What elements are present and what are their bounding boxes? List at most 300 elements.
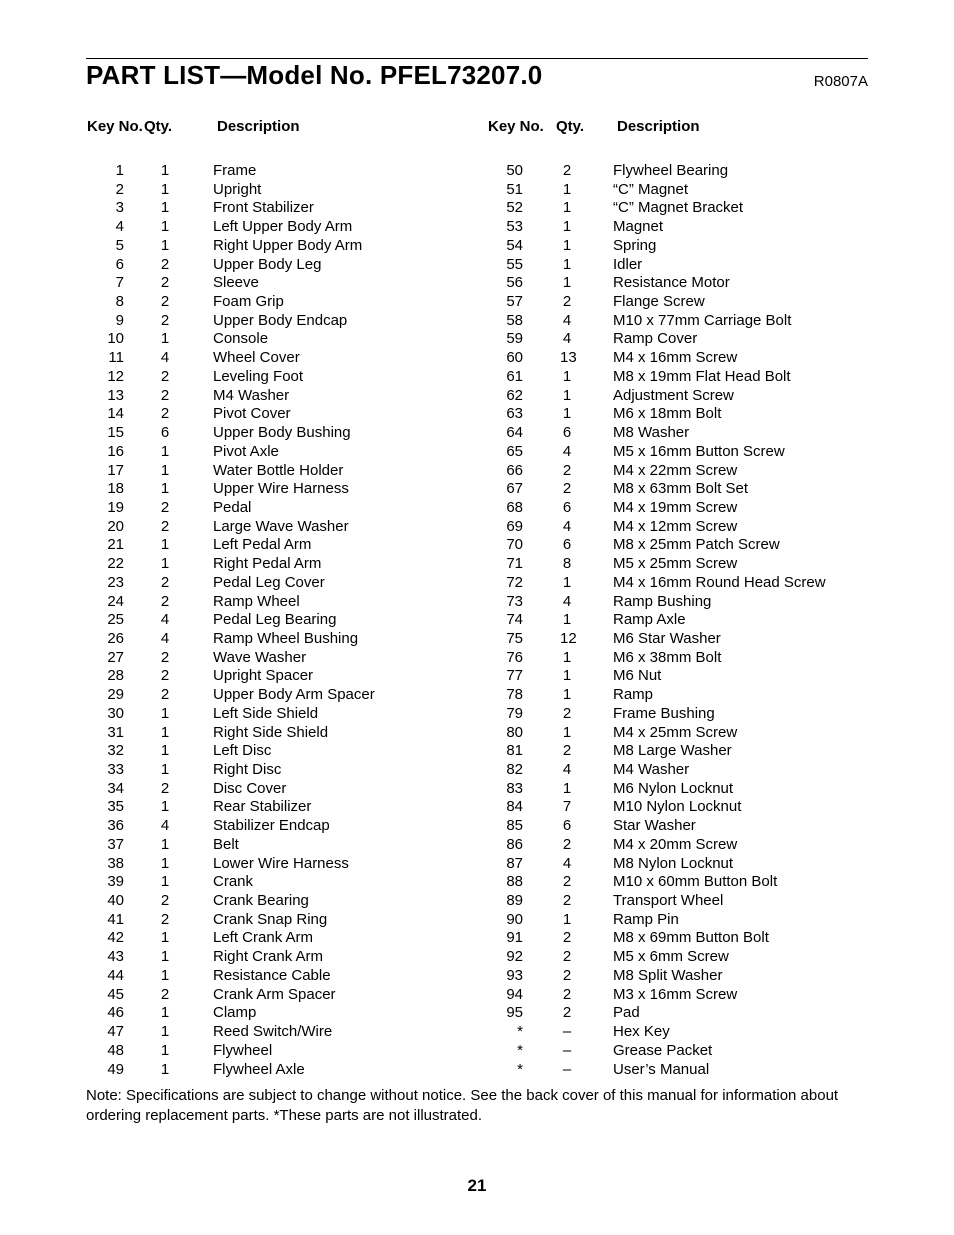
part-key-no: 64 <box>506 424 523 442</box>
part-key-no: 55 <box>506 255 523 273</box>
part-qty: 1 <box>160 798 170 816</box>
part-key-no: 90 <box>506 910 523 928</box>
part-description: Crank <box>213 873 254 891</box>
part-description: M8 Split Washer <box>613 966 723 984</box>
part-qty: 2 <box>160 517 170 535</box>
part-description: Pivot Axle <box>213 442 279 460</box>
part-qty: 2 <box>562 742 572 760</box>
part-description: Stabilizer Endcap <box>213 817 330 835</box>
part-description: Left Pedal Arm <box>213 536 312 554</box>
part-key-no: 66 <box>506 461 523 479</box>
part-description: Upper Wire Harness <box>213 480 349 498</box>
part-key-no: 68 <box>506 498 523 516</box>
part-key-no: 78 <box>506 686 523 704</box>
part-description: M6 Nylon Locknut <box>613 779 734 797</box>
part-key-no: 29 <box>107 686 124 704</box>
part-description: User’s Manual <box>613 1060 710 1078</box>
part-key-no: 91 <box>506 929 523 947</box>
part-key-no: 65 <box>506 442 523 460</box>
part-qty: 4 <box>562 517 572 535</box>
part-key-no: 71 <box>506 555 523 573</box>
part-description: Right Disc <box>213 761 282 778</box>
part-key-no: 69 <box>506 517 523 535</box>
part-qty: 1 <box>562 611 572 629</box>
part-description: Ramp Pin <box>613 910 679 928</box>
part-description: Water Bottle Holder <box>213 461 344 479</box>
part-qty: 1 <box>160 236 170 254</box>
part-description: Adjustment Screw <box>613 386 734 404</box>
part-key-no: 88 <box>506 873 523 891</box>
part-description: Resistance Motor <box>613 274 730 292</box>
part-key-no: 11 <box>108 349 124 367</box>
part-key-no: 87 <box>506 854 523 872</box>
part-key-no: 44 <box>107 966 124 984</box>
part-qty: 1 <box>562 405 572 423</box>
header-key-no: Key No. <box>87 118 143 135</box>
part-description: M8 x 19mm Flat Head Bolt <box>613 367 791 385</box>
header-qty: Qty. <box>144 118 173 135</box>
part-qty: 1 <box>160 723 170 741</box>
part-key-no: 79 <box>506 704 523 722</box>
header-description: Description <box>217 118 300 135</box>
part-qty: 1 <box>160 180 170 198</box>
part-key-no: 23 <box>107 573 124 591</box>
part-key-no: 86 <box>506 835 523 853</box>
part-key-no: 27 <box>107 648 124 666</box>
part-description: Ramp Axle <box>613 611 686 629</box>
part-description: Pad <box>613 1004 640 1022</box>
part-description: Belt <box>213 835 239 853</box>
part-qty: 2 <box>160 667 170 685</box>
part-qty: 1 <box>160 761 170 778</box>
part-description: M8 x 69mm Button Bolt <box>613 929 769 947</box>
part-description: Upper Body Leg <box>213 255 322 273</box>
part-description: M5 x 16mm Button Screw <box>613 442 785 460</box>
footnote: Note: Specifications are subject to change without notice. See the back cover of this manual for information about ordering replacement parts. *These parts are not illustrated. <box>86 1087 839 1124</box>
part-description: Clamp <box>213 1004 257 1022</box>
part-key-no: 82 <box>506 761 523 778</box>
part-key-no: 9 <box>115 311 124 329</box>
part-key-no: 50 <box>506 162 523 179</box>
part-qty: 4 <box>562 442 572 460</box>
part-qty: 6 <box>562 817 572 835</box>
part-key-no: 24 <box>107 592 124 610</box>
part-description: M6 Nut <box>613 667 662 685</box>
part-qty: 1 <box>160 1041 170 1059</box>
part-description: Star Washer <box>613 817 696 835</box>
part-description: Wheel Cover <box>213 349 300 367</box>
part-description: Flywheel Bearing <box>613 162 729 179</box>
page-number: 21 <box>467 1176 487 1195</box>
part-description: M6 Star Washer <box>613 629 721 647</box>
part-key-no: 31 <box>107 723 124 741</box>
part-description: Crank Arm Spacer <box>213 985 336 1003</box>
part-qty: 1 <box>562 218 572 236</box>
part-key-no: 21 <box>107 536 124 554</box>
part-description: Rear Stabilizer <box>213 798 312 816</box>
part-description: Crank Snap Ring <box>213 910 328 928</box>
part-qty: 1 <box>562 367 572 385</box>
part-qty: 4 <box>160 349 170 367</box>
part-description: Grease Packet <box>613 1041 713 1059</box>
part-key-no: 41 <box>107 910 124 928</box>
part-key-no: 75 <box>506 629 523 647</box>
part-description: Upright Spacer <box>213 667 314 685</box>
part-key-no: 34 <box>107 779 124 797</box>
part-description: Idler <box>613 255 643 273</box>
part-qty: 1 <box>160 966 170 984</box>
part-qty: 2 <box>562 873 572 891</box>
part-description: Leveling Foot <box>213 367 304 385</box>
part-qty: 1 <box>160 835 170 853</box>
part-description: Flange Screw <box>613 293 705 311</box>
top-rule <box>86 58 868 59</box>
part-qty: 1 <box>562 386 572 404</box>
part-key-no: 52 <box>506 199 523 217</box>
part-key-no: 89 <box>506 892 523 910</box>
part-key-no: 17 <box>107 461 124 479</box>
part-qty: 2 <box>160 311 170 329</box>
part-qty: 4 <box>160 817 170 835</box>
part-qty: 8 <box>562 555 572 573</box>
part-key-no: 93 <box>506 966 523 984</box>
part-qty: 1 <box>160 442 170 460</box>
part-qty: 1 <box>562 723 572 741</box>
part-description: M4 x 16mm Round Head Screw <box>613 573 826 591</box>
part-key-no: 47 <box>107 1023 124 1041</box>
part-key-no: 25 <box>107 611 124 629</box>
part-key-no: 53 <box>506 218 523 236</box>
reference-code: R0807A <box>813 73 868 90</box>
part-description: M8 Nylon Locknut <box>613 854 734 872</box>
part-description: Crank Bearing <box>213 892 309 910</box>
part-qty: 1 <box>160 330 170 348</box>
part-key-no: 18 <box>107 480 124 498</box>
part-description: Frame Bushing <box>613 704 715 722</box>
part-description: Frame <box>213 162 257 179</box>
part-qty: 2 <box>562 480 572 498</box>
part-qty: 1 <box>562 779 572 797</box>
part-qty: 4 <box>160 611 170 629</box>
part-key-no: 58 <box>506 311 523 329</box>
part-key-no: 57 <box>506 293 523 311</box>
part-qty: 1 <box>562 274 572 292</box>
part-key-no: 70 <box>506 536 523 554</box>
part-key-no: 59 <box>506 330 523 348</box>
part-description: Pedal Leg Bearing <box>213 611 337 629</box>
part-key-no: 51 <box>506 180 523 198</box>
part-key-no: 73 <box>506 592 523 610</box>
part-qty: 2 <box>160 648 170 666</box>
part-description: Spring <box>613 236 657 254</box>
part-description: Ramp Wheel Bushing <box>213 629 359 647</box>
part-key-no: 35 <box>107 798 124 816</box>
part-description: M8 Washer <box>613 424 690 442</box>
part-key-no: 14 <box>107 405 124 423</box>
part-qty: 2 <box>160 592 170 610</box>
part-qty: 1 <box>562 667 572 685</box>
part-description: M8 Large Washer <box>613 742 732 760</box>
part-key-no: 72 <box>506 573 523 591</box>
part-key-no: 13 <box>107 386 124 404</box>
part-qty: 2 <box>562 162 572 179</box>
part-key-no: * <box>517 1041 523 1059</box>
part-key-no: 61 <box>506 367 523 385</box>
part-qty: 1 <box>160 162 170 179</box>
part-description: M4 x 20mm Screw <box>613 835 738 853</box>
part-qty: 1 <box>160 480 170 498</box>
part-description: M10 Nylon Locknut <box>613 798 742 816</box>
part-qty: 1 <box>160 854 170 872</box>
part-qty: 2 <box>562 966 572 984</box>
part-description: Front Stabilizer <box>213 199 314 217</box>
part-qty: 7 <box>562 798 572 816</box>
part-qty: 1 <box>160 948 170 966</box>
part-description: M10 x 77mm Carriage Bolt <box>613 311 792 329</box>
part-description: Sleeve <box>213 274 259 292</box>
part-key-no: 95 <box>506 1004 523 1022</box>
part-qty: 2 <box>160 910 170 928</box>
part-description: “C” Magnet Bracket <box>613 199 744 217</box>
part-key-no: 48 <box>107 1041 124 1059</box>
part-key-no: 45 <box>107 985 124 1003</box>
part-description: M6 x 38mm Bolt <box>613 648 722 666</box>
part-qty: 2 <box>160 985 170 1003</box>
part-key-no: 67 <box>506 480 523 498</box>
part-qty: 2 <box>562 929 572 947</box>
part-qty: 2 <box>160 293 170 311</box>
part-description: Ramp <box>613 686 654 704</box>
part-key-no: 26 <box>107 629 124 647</box>
header-description: Description <box>617 118 700 135</box>
part-qty: 2 <box>160 274 170 292</box>
part-qty: – <box>562 1023 572 1041</box>
part-description: M10 x 60mm Button Bolt <box>613 873 778 891</box>
part-key-no: 30 <box>107 704 124 722</box>
part-key-no: 42 <box>107 929 124 947</box>
part-description: M3 x 16mm Screw <box>613 985 738 1003</box>
part-qty: 2 <box>562 985 572 1003</box>
part-key-no: 36 <box>107 817 124 835</box>
part-key-no: 19 <box>107 498 124 516</box>
part-key-no: 2 <box>115 180 124 198</box>
part-qty: 2 <box>160 686 170 704</box>
part-description: M4 x 19mm Screw <box>613 498 738 516</box>
part-key-no: 6 <box>115 255 124 273</box>
part-qty: 1 <box>160 1023 170 1041</box>
part-qty: 2 <box>160 386 170 404</box>
part-qty: 4 <box>562 311 572 329</box>
part-qty: 1 <box>562 236 572 254</box>
part-key-no: 60 <box>506 349 523 367</box>
part-qty: 1 <box>160 555 170 573</box>
part-key-no: 38 <box>107 854 124 872</box>
part-qty: 2 <box>562 293 572 311</box>
part-description: Ramp Wheel <box>213 592 300 610</box>
part-description: Large Wave Washer <box>213 517 349 535</box>
part-qty: 2 <box>562 1004 572 1022</box>
part-description: Ramp Bushing <box>613 592 712 610</box>
part-qty: 1 <box>160 704 170 722</box>
part-qty: 1 <box>160 929 170 947</box>
part-description: Flywheel <box>213 1041 273 1059</box>
part-qty: 4 <box>160 629 170 647</box>
part-key-no: 1 <box>115 162 124 179</box>
part-qty: 4 <box>562 761 572 778</box>
part-description: M5 x 25mm Screw <box>613 555 738 573</box>
part-qty: – <box>562 1041 572 1059</box>
part-qty: 4 <box>562 854 572 872</box>
part-qty: 1 <box>160 536 170 554</box>
part-description: Upright <box>213 180 262 198</box>
part-key-no: 12 <box>107 367 124 385</box>
part-description: Pedal Leg Cover <box>213 573 325 591</box>
part-qty: 4 <box>562 330 572 348</box>
part-description: Flywheel Axle <box>213 1060 305 1078</box>
page-title: PART LIST—Model No. PFEL73207.0 <box>86 60 543 90</box>
part-description: Hex Key <box>613 1023 670 1041</box>
part-description: Left Side Shield <box>213 704 319 722</box>
part-qty: 1 <box>562 255 572 273</box>
part-key-no: 37 <box>107 835 124 853</box>
part-qty: 2 <box>160 779 170 797</box>
part-description: Reed Switch/Wire <box>213 1023 333 1041</box>
part-qty: 1 <box>160 742 170 760</box>
part-description: Right Upper Body Arm <box>213 236 363 254</box>
part-key-no: 83 <box>506 779 523 797</box>
part-qty: 2 <box>160 405 170 423</box>
part-qty: 1 <box>562 573 572 591</box>
part-description: Upper Body Endcap <box>213 311 348 329</box>
part-key-no: 16 <box>107 442 124 460</box>
part-qty: 12 <box>560 629 577 647</box>
part-description: Disc Cover <box>213 779 287 797</box>
part-description: Console <box>213 330 269 348</box>
part-description: Left Upper Body Arm <box>213 218 353 236</box>
part-description: Resistance Cable <box>213 966 331 984</box>
part-qty: 6 <box>562 498 572 516</box>
part-description: M8 x 25mm Patch Screw <box>613 536 780 554</box>
part-description: M4 x 12mm Screw <box>613 517 738 535</box>
part-description: Lower Wire Harness <box>213 854 349 872</box>
part-description: M4 x 22mm Screw <box>613 461 738 479</box>
part-key-no: 10 <box>107 330 124 348</box>
part-description: M4 Washer <box>613 761 690 778</box>
part-description: Magnet <box>613 218 664 236</box>
part-qty: 1 <box>562 199 572 217</box>
part-key-no: 77 <box>506 667 523 685</box>
header-key-no: Key No. <box>488 118 544 135</box>
part-key-no: 81 <box>506 742 523 760</box>
part-key-no: 3 <box>115 199 124 217</box>
part-key-no: 63 <box>506 405 523 423</box>
part-description: Left Crank Arm <box>213 929 314 947</box>
part-description: M4 x 16mm Screw <box>613 349 738 367</box>
part-key-no: 28 <box>107 667 124 685</box>
part-description: Upper Body Bushing <box>213 424 351 442</box>
part-qty: 1 <box>160 199 170 217</box>
part-description: Foam Grip <box>213 293 284 311</box>
part-qty: 2 <box>160 498 170 516</box>
part-key-no: 32 <box>107 742 124 760</box>
part-description: Pedal <box>213 498 252 516</box>
part-qty: 1 <box>562 180 572 198</box>
part-key-no: 49 <box>107 1060 124 1078</box>
part-key-no: 40 <box>107 892 124 910</box>
part-qty: 1 <box>160 218 170 236</box>
part-key-no: 22 <box>107 555 124 573</box>
part-key-no: 33 <box>107 761 124 778</box>
part-key-no: 46 <box>107 1004 124 1022</box>
part-description: Right Side Shield <box>213 723 329 741</box>
part-description: Left Disc <box>213 742 272 760</box>
part-qty: 6 <box>160 424 170 442</box>
part-qty: 2 <box>562 704 572 722</box>
part-description: Upper Body Arm Spacer <box>213 686 375 704</box>
part-key-no: 94 <box>506 985 523 1003</box>
part-key-no: 43 <box>107 948 124 966</box>
part-description: M8 x 63mm Bolt Set <box>613 480 749 498</box>
part-description: Pivot Cover <box>213 405 291 423</box>
part-key-no: 54 <box>506 236 523 254</box>
part-qty: 2 <box>562 835 572 853</box>
part-qty: 2 <box>160 573 170 591</box>
part-qty: – <box>562 1060 572 1078</box>
part-key-no: 74 <box>506 611 523 629</box>
part-key-no: * <box>517 1060 523 1078</box>
part-qty: 6 <box>562 536 572 554</box>
part-key-no: 80 <box>506 723 523 741</box>
part-key-no: * <box>517 1023 523 1041</box>
part-key-no: 4 <box>115 218 124 236</box>
part-description: “C” Magnet <box>613 180 689 198</box>
part-key-no: 5 <box>115 236 124 254</box>
part-qty: 6 <box>562 424 572 442</box>
part-qty: 4 <box>562 592 572 610</box>
part-key-no: 62 <box>506 386 523 404</box>
part-qty: 1 <box>562 648 572 666</box>
part-description: M5 x 6mm Screw <box>613 948 729 966</box>
part-key-no: 84 <box>506 798 523 816</box>
part-qty: 13 <box>560 349 577 367</box>
part-key-no: 85 <box>506 817 523 835</box>
part-qty: 1 <box>562 686 572 704</box>
part-key-no: 20 <box>107 517 124 535</box>
part-description: Right Pedal Arm <box>213 555 322 573</box>
part-description: Transport Wheel <box>613 892 724 910</box>
part-description: Ramp Cover <box>613 330 698 348</box>
part-key-no: 7 <box>115 274 124 292</box>
part-description: M6 x 18mm Bolt <box>613 405 722 423</box>
part-description: M4 Washer <box>213 386 290 404</box>
part-key-no: 56 <box>506 274 523 292</box>
part-qty: 2 <box>562 948 572 966</box>
part-qty: 2 <box>160 255 170 273</box>
part-description: Wave Washer <box>213 648 307 666</box>
part-description: M4 x 25mm Screw <box>613 723 738 741</box>
part-key-no: 8 <box>115 293 124 311</box>
part-qty: 1 <box>562 910 572 928</box>
part-qty: 2 <box>160 367 170 385</box>
part-qty: 1 <box>160 461 170 479</box>
part-qty: 2 <box>562 892 572 910</box>
part-qty: 1 <box>160 1060 170 1078</box>
part-key-no: 39 <box>107 873 124 891</box>
part-key-no: 15 <box>107 424 124 442</box>
part-key-no: 92 <box>506 948 523 966</box>
part-qty: 2 <box>562 461 572 479</box>
part-description: Right Crank Arm <box>213 948 324 966</box>
